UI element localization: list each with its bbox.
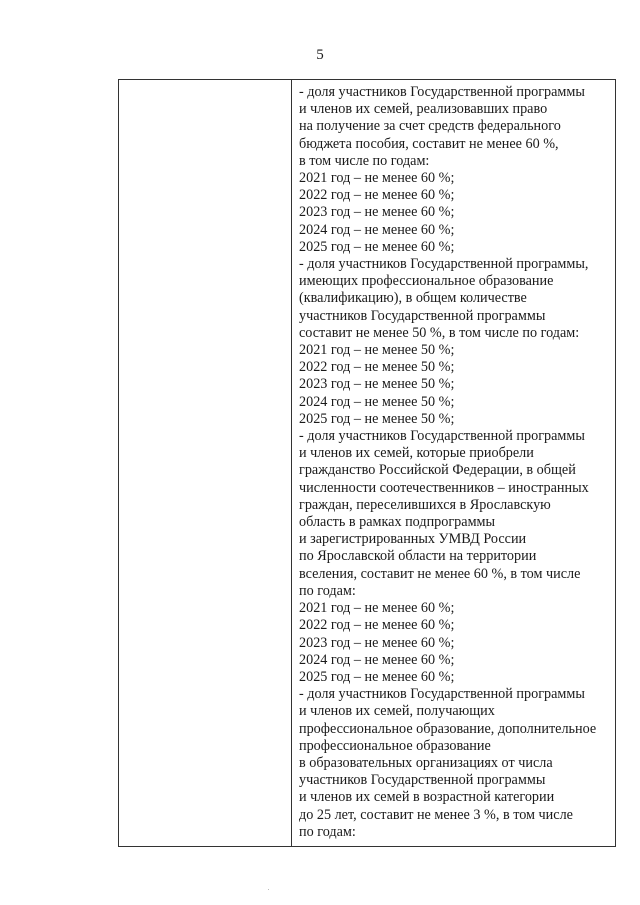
text-line: по годам: (299, 582, 356, 599)
text-line: 2023 год – не менее 60 %; (299, 204, 455, 221)
text-line: составит не менее 50 %, в том числе по годам: (299, 324, 580, 341)
text-line: гражданство Российской Федерации, в общей (299, 462, 576, 479)
text-line: 2021 год – не менее 50 %; (299, 342, 455, 359)
page-number: 5 (316, 47, 324, 63)
text-line: 2025 год – не менее 60 %; (299, 238, 455, 255)
text-line: имеющих профессиональное образование (299, 273, 554, 290)
text-line: и членов их семей в возрастной категории (299, 789, 555, 806)
text-line: и зарегистрированных УМВД России (299, 531, 527, 548)
text-line: граждан, переселившихся в Ярославскую (299, 496, 551, 513)
text-line: - доля участников Государственной программы, (299, 256, 589, 273)
text-line: профессиональное образование (299, 737, 491, 754)
text-line: 2023 год – не менее 50 %; (299, 376, 455, 393)
text-line: (квалификацию), в общем количестве (299, 290, 527, 307)
scan-speck (268, 889, 269, 890)
text-line: 2025 год – не менее 60 %; (299, 668, 455, 685)
text-line: профессиональное образование, дополнительное (299, 720, 597, 737)
text-line: 2022 год – не менее 60 %; (299, 187, 455, 204)
text-line: 2021 год – не менее 60 %; (299, 600, 455, 617)
text-line: участников Государственной программы (299, 772, 546, 789)
text-line: по Ярославской области на территории (299, 548, 537, 565)
text-line: 2021 год – не менее 60 %; (299, 170, 455, 187)
table-right-cell (292, 80, 615, 846)
text-line: по годам: (299, 823, 356, 840)
text-line: и членов их семей, которые приобрели (299, 445, 534, 462)
text-line: 2024 год – не менее 50 %; (299, 393, 455, 410)
indicators-table (118, 79, 616, 847)
text-line: до 25 лет, составит не менее 3 %, в том числе (299, 806, 573, 823)
text-line: 2022 год – не менее 50 %; (299, 359, 455, 376)
text-line: и членов их семей, получающих (299, 703, 495, 720)
text-line: 2024 год – не менее 60 %; (299, 651, 455, 668)
text-line: участников Государственной программы (299, 307, 546, 324)
table-left-cell (119, 80, 292, 846)
text-line: 2022 год – не менее 60 %; (299, 617, 455, 634)
text-line: на получение за счет средств федерального (299, 118, 561, 135)
text-line: бюджета пособия, составит не менее 60 %, (299, 135, 559, 152)
text-line: - доля участников Государственной программы (299, 686, 585, 703)
text-line: вселения, составит не менее 60 %, в том числе (299, 565, 581, 582)
text-line: - доля участников Государственной программы (299, 84, 585, 100)
text-line: область в рамках подпрограммы (299, 514, 496, 531)
text-line: и членов их семей, реализовавших право (299, 101, 548, 118)
text-line: в том числе по годам: (299, 152, 430, 169)
text-line: 2023 год – не менее 60 %; (299, 634, 455, 651)
text-line: 2024 год – не менее 60 %; (299, 221, 455, 238)
text-line: в образовательных организациях от числа (299, 754, 553, 771)
text-line: численности соотечественников – иностранных (299, 479, 589, 496)
text-line: 2025 год – не менее 50 %; (299, 410, 455, 427)
text-line: - доля участников Государственной программы (299, 428, 585, 445)
